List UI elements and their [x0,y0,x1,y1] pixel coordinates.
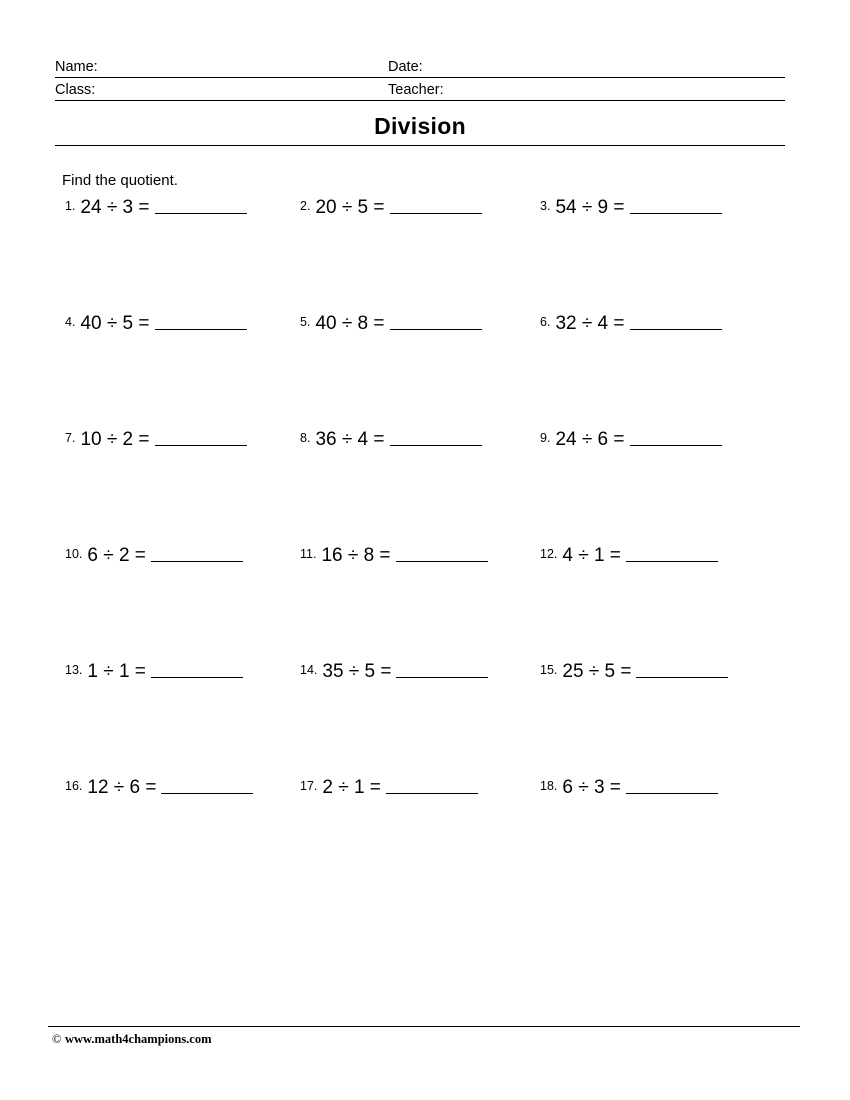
problem-item [540,660,790,776]
problem-row [55,776,795,892]
problem-expression: 1 ÷ 1 = [87,661,146,682]
answer-blank[interactable] [626,776,718,794]
problem-number: 16. [65,779,83,793]
answer-blank[interactable] [390,196,482,214]
problem-row [55,660,795,776]
problem-row [55,544,795,660]
copyright-symbol: © [52,1032,62,1046]
problem-expression: 16 ÷ 8 = [321,545,391,566]
problem-item [540,312,790,428]
problem-expression: 32 ÷ 4 = [555,313,625,334]
problem-number: 15. [540,663,558,677]
problem-expression: 4 ÷ 1 = [562,545,621,566]
answer-blank[interactable] [396,660,488,678]
answer-blank[interactable] [630,312,722,330]
date-label: Date: [388,59,423,75]
problem-expression: 10 ÷ 2 = [80,429,150,450]
problem-number: 4. [65,315,76,329]
problem-expression: 6 ÷ 2 = [87,545,146,566]
problem-number: 14. [300,663,318,677]
problem-number: 9. [540,431,551,445]
class-label: Class: [55,82,96,98]
answer-blank[interactable] [386,776,478,794]
problem-number: 5. [300,315,311,329]
problem-number: 13. [65,663,83,677]
problem-item [55,312,300,428]
answer-blank[interactable] [161,776,253,794]
problem-item [540,428,790,544]
problem-expression: 20 ÷ 5 = [315,197,385,218]
name-label: Name: [55,59,98,75]
problem-item [300,196,540,312]
answer-blank[interactable] [151,660,243,678]
problem-row [55,428,795,544]
problem-expression: 6 ÷ 3 = [562,777,621,798]
problem-expression: 24 ÷ 6 = [555,429,625,450]
answer-blank[interactable] [390,428,482,446]
problems-grid [55,196,795,892]
problem-item [55,196,300,312]
problem-expression: 12 ÷ 6 = [87,777,157,798]
problem-item [55,428,300,544]
answer-blank[interactable] [155,428,247,446]
answer-blank[interactable] [155,312,247,330]
problem-number: 6. [540,315,551,329]
answer-blank[interactable] [630,428,722,446]
problem-number: 18. [540,779,558,793]
answer-blank[interactable] [396,544,488,562]
answer-blank[interactable] [636,660,728,678]
answer-blank[interactable] [390,312,482,330]
problem-number: 3. [540,199,551,213]
header-fields [55,55,785,101]
problem-item [55,660,300,776]
teacher-label: Teacher: [388,82,444,98]
problem-item [540,776,790,892]
worksheet-title-section [55,113,785,146]
problem-number: 12. [540,547,558,561]
problem-row [55,196,795,312]
problem-item [55,776,300,892]
problem-number: 2. [300,199,311,213]
problem-expression: 25 ÷ 5 = [562,661,632,682]
problem-number: 1. [65,199,76,213]
problem-expression: 40 ÷ 8 = [315,313,385,334]
problem-item [300,776,540,892]
problem-number: 17. [300,779,318,793]
problem-item [540,544,790,660]
footer-credit [52,1032,212,1047]
problem-expression: 35 ÷ 5 = [322,661,392,682]
problem-item [300,428,540,544]
class-teacher-row [55,78,785,101]
answer-blank[interactable] [155,196,247,214]
problem-expression: 54 ÷ 9 = [555,197,625,218]
problem-number: 8. [300,431,311,445]
problem-number: 7. [65,431,76,445]
page-title: Division [374,113,466,139]
problem-number: 11. [300,547,317,561]
instruction-text: Find the quotient. [62,172,178,189]
problem-item [55,544,300,660]
answer-blank[interactable] [626,544,718,562]
problem-item [300,312,540,428]
problem-expression: 40 ÷ 5 = [80,313,150,334]
footer-divider [48,1026,800,1027]
name-date-row [55,55,785,78]
problem-number: 10. [65,547,83,561]
problem-expression: 2 ÷ 1 = [322,777,381,798]
website-url: www.math4champions.com [64,1032,212,1046]
problem-expression: 36 ÷ 4 = [315,429,385,450]
answer-blank[interactable] [630,196,722,214]
problem-item [540,196,790,312]
problem-expression: 24 ÷ 3 = [80,197,150,218]
problem-item [300,544,540,660]
problem-item [300,660,540,776]
answer-blank[interactable] [151,544,243,562]
problem-row [55,312,795,428]
